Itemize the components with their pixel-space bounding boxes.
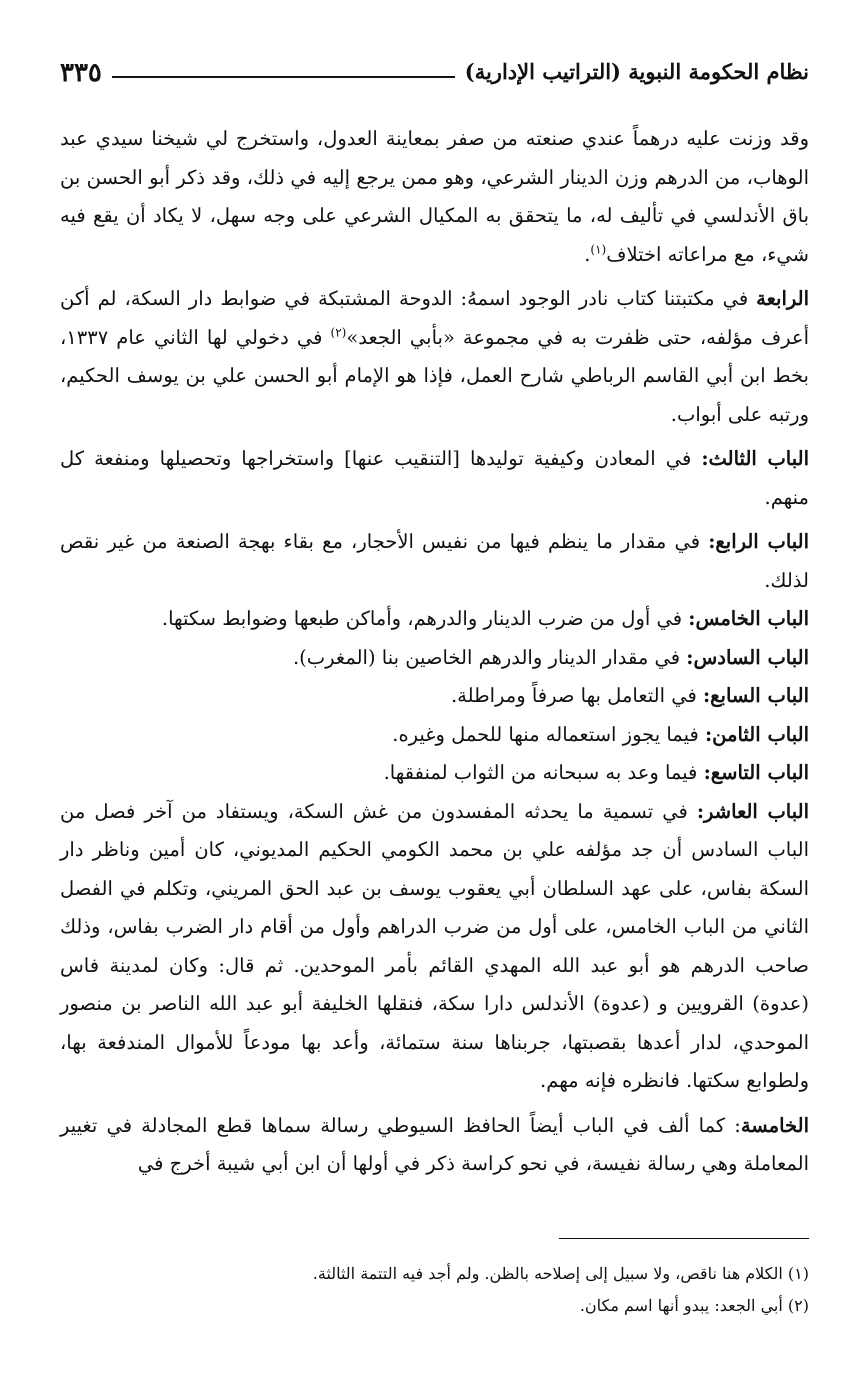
- chapter-7: الباب السابع: في التعامل بها صرفاً ومراطلة.: [450, 684, 809, 707]
- footnote-ref-2: (٢): [330, 325, 347, 339]
- footnote-ref-1: (١): [590, 242, 607, 256]
- chapter-heading: الباب العاشر:: [696, 799, 809, 823]
- chapter-6: الباب السادس: في مقدار الدينار والدرهم الخاصين بنا (المغرب).: [292, 645, 809, 669]
- page-number: ٣٣٥: [60, 58, 102, 88]
- chapter-heading: الباب الثامن:: [704, 722, 809, 746]
- chapter-heading: الباب الثالث:: [701, 447, 809, 470]
- paragraph-lead: الخامسة: [740, 1113, 809, 1137]
- chapter-4: الباب الرابع: في مقدار ما ينظم فيها من نفيس الأحجار، مع بقاء بهجة الصنعة من غير نقص لذلك.: [60, 530, 810, 592]
- footnote-1: (١) الكلام هنا ناقص، ولا سبيل إلى إصلاحه بالظن. ولم أجد فيه التتمة الثالثة.: [312, 1264, 809, 1283]
- body-text: [60, 120, 809, 1184]
- chapter-heading: الباب السادس:: [686, 645, 809, 669]
- chapter-5: الباب الخامس: في أول من ضرب الدينار والدرهم، وأماكن طبعها وضوابط سكتها.: [161, 607, 809, 630]
- paragraph-lead: الرابعة: [756, 287, 809, 310]
- page-header: [60, 40, 809, 90]
- chapter-8: الباب الثامن: فيما يجوز استعماله منها للحمل وغيره.: [392, 722, 809, 746]
- footnote-divider: [559, 1238, 809, 1239]
- paragraph-fifth: الخامسة: كما ألف في الباب أيضاً الحافظ السيوطي رسالة سماها قطع المجادلة في تغيير المعاملة وهي رسالة نفيسة، في نحو كراسة ذكر في أولها أن ابن أبي شيبة أخرج في: [60, 1113, 809, 1175]
- paragraph-1: وقد وزنت عليه درهماً عندي صنعته من صفر بمعاينة العدول، واستخرج لي شيخنا سيدي عبد الوهاب، من الدرهم وزن الدينار الشرعي، وهو ممن يرجع إليه في ذلك، وقد ذكر أبو الحسن بن باق الأندلسي في تأليف له، ما يتحقق به المكيال الشرعي على وجه سهل، لا يكاد أن يقع فيه شيء، مع مراعاته اختلاف$^{(١)}$.: [60, 127, 809, 266]
- running-title: نظام الحكومة النبوية (التراتيب الإدارية): [464, 59, 809, 84]
- chapter-3: الباب الثالث: في المعادن وكيفية توليدها [التنقيب عنها] واستخراجها وتحصيلها ومنفعة كل منهم.: [60, 447, 809, 509]
- footnote-2: (٢) أبي الجعد: يبدو أنها اسم مكان.: [579, 1296, 809, 1315]
- paragraph-2: الرابعة في مكتبتنا كتاب نادر الوجود اسمهُ: الدوحة المشتبكة في ضوابط دار السكة، لم أكن أعرف مؤلفه، حتى ظفرت به في مجموعة «بأبي الجعد»$^{(٢)}$ في دخولي لها الثاني عام ١٣٣٧، بخط ابن أبي القاسم الرباطي شارح العمل، فإذا هو الإمام أبو الحسن علي بن يوسف الحكيم، ورتبه على أبواب.: [60, 287, 809, 426]
- chapter-10: الباب العاشر: في تسمية ما يحدثه المفسدون من غش السكة، ويستفاد من آخر فصل من الباب السادس أن جد مؤلفه علي بن محمد الكومي الحكيم المديوني، كان أمين وناظر دار السكة بفاس، على عهد السلطان أبي يعقوب يوسف بن عبد الحق المريني، وتكلم في الفصل الثاني من الباب الخامس، على أول من ضرب الدراهم وأول من أقام دار الضرب بفاس، وذلك صاحب الدرهم هو أبو عبد الله المهدي القائم بأمر الموحدين. ثم قال: وكان لمدينة فاس (عدوة) القرويين و (عدوة) الأندلس دارا سكة، فنقلها الخليفة أبو عبد الله الناصر بن منصور الموحدي، لدار أعدها بقصبتها، جربناها سنة ستمائة، وأعد بها مودعاً للأموال المندفعة بها، ولطوابع سكتها. فانظره فإنه مهم.: [60, 799, 809, 1092]
- header-rule: [112, 76, 455, 78]
- chapter-heading: الباب الخامس:: [688, 607, 809, 630]
- chapter-9: الباب التاسع: فيما وعد به سبحانه من الثواب لمنفقها.: [383, 761, 809, 784]
- footnotes: [60, 1258, 809, 1322]
- chapter-heading: الباب الرابع:: [708, 530, 810, 553]
- chapter-heading: الباب السابع:: [702, 684, 809, 707]
- chapter-heading: الباب التاسع:: [703, 761, 809, 784]
